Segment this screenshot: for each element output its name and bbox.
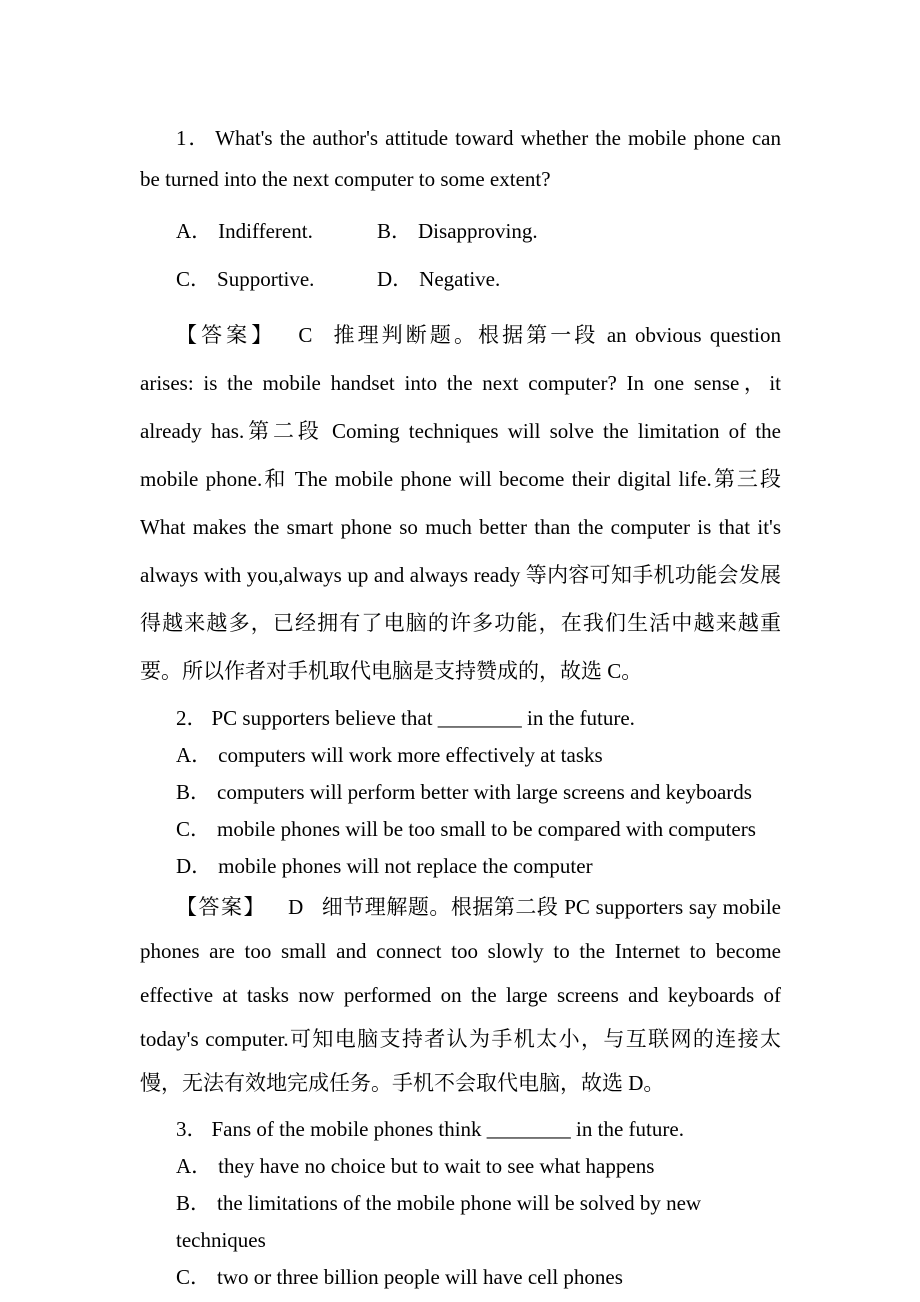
- question-2-option-c: [140, 811, 781, 848]
- question-2-number: 2．: [176, 706, 208, 730]
- question-2-text: PC supporters believe that ________ in the future.: [211, 706, 635, 730]
- answer-explanation: 细节理解题。根据第二段 PC supporters say mobile phones are too small and connect too slowly to the Internet to become effective at tasks now performed on the large screens and keyboards of today's computer.可知电脑支持者认为手机太小，与互联网的连接太慢，无法有效地完成任务。手机不会取代电脑，故选 D。: [140, 895, 782, 1095]
- option-d-label: D．: [377, 267, 414, 291]
- answer-marker: 【答案】: [176, 323, 277, 347]
- question-3-option-a: [140, 1148, 781, 1185]
- question-1-options: [140, 207, 781, 303]
- option-c-label: C．: [176, 817, 212, 841]
- option-b-label: B．: [377, 219, 413, 243]
- question-1-stem: [140, 118, 781, 200]
- question-3-option-b: [140, 1185, 781, 1259]
- option-c-text: two or three billion people will have cell phones: [217, 1265, 623, 1289]
- question-1-text: What's the author's attitude toward whether the mobile phone can be turned into the next computer to some extent?: [140, 126, 782, 191]
- question-1-option-b: [377, 207, 781, 255]
- question-2-option-d: [140, 848, 781, 885]
- option-c-text: Supportive.: [217, 267, 315, 291]
- option-a-label: A．: [176, 743, 213, 767]
- answer-explanation: 推理判断题。根据第一段 an obvious question arises: is the mobile handset into the next computer? In one sense，it already has.第二段 Coming techniques will solve the limitation of the mobile phone.和 The mobile phone will become their digital life.第三段 What makes the smart phone so much better than the computer is that it's always with you,always up and always ready 等内容可知手机功能会发展得越来越多，已经拥有了电脑的许多功能，在我们生活中越来越重要。所以作者对手机取代电脑是支持赞成的，故选 C。: [140, 323, 781, 683]
- option-b-text: Disapproving.: [418, 219, 538, 243]
- answer-letter: D: [288, 895, 304, 919]
- document-body: [140, 118, 781, 1296]
- option-d-label: D．: [176, 854, 213, 878]
- question-2-option-b: [140, 774, 781, 811]
- question-2-option-a: [140, 737, 781, 774]
- answer-letter: C: [298, 323, 313, 347]
- option-c-label: C．: [176, 267, 212, 291]
- question-2-stem: [140, 700, 781, 737]
- question-1-option-c: [176, 255, 377, 303]
- option-a-text: computers will work more effectively at tasks: [218, 743, 603, 767]
- question-3-stem: [140, 1111, 781, 1148]
- option-d-text: mobile phones will not replace the computer: [218, 854, 593, 878]
- option-b-text: computers will perform better with large screens and keyboards: [217, 780, 752, 804]
- question-1-option-a: [176, 207, 377, 255]
- option-b-text: the limitations of the mobile phone will be solved by new techniques: [176, 1191, 702, 1252]
- option-a-label: A．: [176, 219, 213, 243]
- option-a-text: they have no choice but to wait to see what happens: [218, 1154, 655, 1178]
- question-3-number: 3．: [176, 1117, 208, 1141]
- question-block-1: [140, 118, 781, 695]
- question-3-text: Fans of the mobile phones think ________ in the future.: [211, 1117, 684, 1141]
- question-2-answer: [140, 885, 781, 1105]
- option-d-text: Negative.: [419, 267, 501, 291]
- option-a-text: Indifferent.: [218, 219, 313, 243]
- question-1-answer: [140, 311, 781, 695]
- option-b-label: B．: [176, 780, 212, 804]
- question-1-number: 1．: [176, 126, 212, 150]
- question-block-2: [140, 700, 781, 1105]
- question-block-3: [140, 1111, 781, 1296]
- option-c-text: mobile phones will be too small to be compared with computers: [217, 817, 756, 841]
- answer-marker: 【答案】: [176, 895, 267, 919]
- option-b-label: B．: [176, 1191, 212, 1215]
- option-a-label: A．: [176, 1154, 213, 1178]
- option-c-label: C．: [176, 1265, 212, 1289]
- question-1-option-d: [377, 255, 781, 303]
- question-3-option-c: [140, 1259, 781, 1296]
